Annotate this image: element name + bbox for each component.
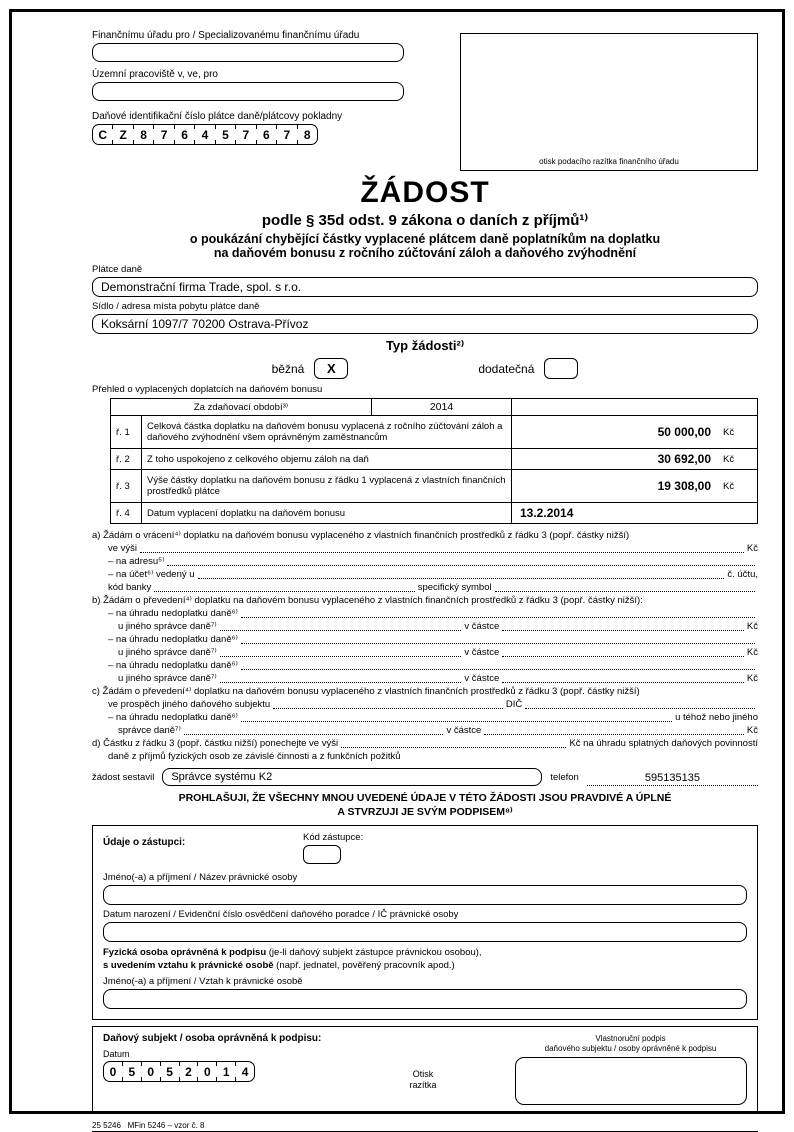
declaration-line2: A STVRZUJI JE SVÝM PODPISEM⁸⁾ [337, 806, 513, 818]
representative-header [103, 832, 747, 868]
request-type-heading: Typ žádosti²⁾ [385, 338, 465, 353]
row-amount: 19 308,00 [657, 479, 711, 493]
form-subtitle-law: podle § 35d odst. 9 zákona o daních z příjmů¹⁾ [261, 212, 589, 229]
representative-box [92, 825, 758, 1020]
request-type-additional-group [478, 358, 578, 379]
signature-caption-line2: daňového subjektu / osoby oprávněné k podpisu [544, 1044, 717, 1053]
row-date: 13.2.2014 [520, 506, 574, 520]
tax-office-input[interactable] [92, 43, 404, 62]
date-input[interactable]: 0 5 0 5 2 0 1 4 [103, 1061, 255, 1082]
tax-office-label: Finančnímu úřadu pro / Specializovanému finančnímu úřadu [92, 30, 360, 41]
authorized-note-bold1: Fyzická osoba oprávněná k podpisu [103, 947, 267, 958]
row-number: ř. 4 [116, 507, 130, 519]
stamp-hint-line2: razítka [409, 1080, 437, 1090]
row-label: Datum vyplacení doplatku na daňovém bonusu [141, 503, 511, 523]
section-b-line: u jiného správce daně⁷⁾ v částce Kč [118, 621, 758, 632]
table-row [111, 502, 757, 523]
signature-caption [513, 1034, 748, 1054]
row-value-cell [511, 470, 757, 502]
filing-stamp-box [460, 33, 758, 171]
payer-name-label: Plátce daně [92, 264, 143, 275]
period-value: 2014 [371, 399, 511, 415]
header-empty-cell [511, 399, 757, 415]
table-row [111, 448, 757, 469]
row-value-cell [511, 503, 757, 523]
section-d-line: d) Částku z řádku 3 (popř. částku nižší) ponechejte ve výši Kč na úhradu splatných daňových povinností [92, 738, 758, 749]
row-unit: Kč [723, 453, 735, 465]
section-a-line: – na účet⁶⁾ vedený u č. účtu, [108, 569, 758, 580]
row-amount: 50 000,00 [657, 425, 711, 439]
preparer-row [92, 768, 758, 786]
section-a-line: – na adresu⁵⁾ [92, 555, 758, 568]
representative-name-input[interactable] [103, 885, 747, 905]
section-b-intro: b) Žádám o převedení⁴⁾ doplatku na daňovém bonusu vyplaceného z vlastních finančních prostředků z řádku 3 (popř. částky nižší): [92, 595, 643, 606]
bonus-overview-table [110, 398, 758, 524]
representative-code-label: Kód zástupce: [303, 832, 364, 843]
stamp-caption: otisk podacího razítka finančního úřadu [539, 157, 679, 166]
representative-code-input[interactable] [303, 845, 341, 864]
row-value-cell [511, 416, 757, 448]
row-number: ř. 2 [116, 453, 130, 465]
request-type-row [92, 358, 758, 379]
period-label: Za zdaňovací období³⁾ [193, 401, 289, 413]
row-unit: Kč [723, 426, 735, 438]
section-a-line: kód banky specifický symbol [92, 581, 758, 594]
row-number: ř. 3 [116, 480, 130, 492]
form-content [92, 30, 758, 1132]
representative-heading: Údaje o zástupci: [103, 837, 186, 848]
authorized-note-bold2: s uvedením vztahu k právnické osobě [103, 959, 274, 971]
request-type-regular-label: běžná [271, 361, 305, 376]
declaration-line1: PROHLAŠUJI, ŽE VŠECHNY MNOU UVEDENÉ ÚDAJE V TÉTO ŽÁDOSTI JSOU PRAVDIVÉ A ÚPLNÉ [178, 792, 672, 804]
row-number: ř. 1 [116, 426, 130, 438]
section-b-line: – na úhradu nedoplatku daně⁶⁾ [92, 659, 758, 672]
tin-input[interactable]: C Z 8 7 6 4 5 7 6 7 8 [92, 124, 318, 145]
stamp-hint [368, 1069, 478, 1091]
request-type-additional-label: dodatečná [478, 361, 535, 376]
form-number-footer: 25 5246 MFin 5246 – vzor č. 8 [92, 1121, 758, 1132]
table-header-row [111, 399, 757, 415]
section-d-continuation: daně z příjmů fyzických osob ze závislé činnosti a z funkčních požitků [108, 751, 401, 762]
authorized-person-note [103, 947, 747, 972]
representative-name-label: Jméno(-a) a příjmení / Název právnické osoby [103, 872, 298, 883]
request-type-additional-checkbox[interactable] [544, 358, 578, 379]
form-subtitle-line2: o poukázání chybějící částky vyplacené plátcem daně poplatníkům na doplatku [189, 232, 661, 246]
form-header [92, 30, 758, 174]
overview-heading: Přehled o vyplacených doplatcích na daňovém bonusu [92, 384, 323, 395]
row-unit: Kč [723, 480, 735, 492]
payer-address-label: Sídlo / adresa místa pobytu plátce daně [92, 301, 260, 312]
row-value-cell [511, 449, 757, 469]
signature-caption-line1: Vlastnoruční podpis [595, 1034, 666, 1043]
row-label: Z toho uspokojeno z celkového objemu záloh na daň [141, 449, 511, 469]
authorized-note-rest2: (např. jednatel, pověřený pracovník apod.) [273, 959, 455, 971]
tin-label: Daňové identifikační číslo plátce daně/plátcovy pokladny [92, 111, 343, 122]
table-row [111, 469, 757, 502]
representative-birth-label: Datum narození / Evidenční číslo osvědčení daňového poradce / IČ právnické osoby [103, 909, 459, 920]
row-label: Celková částka doplatku na daňovém bonusu vyplacená z ročního zúčtování záloh a daňového zvýhodnění všem oprávněným zaměstnancům [141, 416, 511, 448]
workplace-label: Územní pracoviště v, ve, pro [92, 69, 218, 80]
row-amount: 30 692,00 [657, 452, 711, 466]
form-title: ŽÁDOST [360, 176, 490, 209]
section-c-line: ve prospěch jiného daňového subjektu DIČ [92, 698, 758, 711]
section-a-intro: a) Žádám o vrácení⁴⁾ doplatku na daňovém bonusu vyplaceného z vlastních finančních prostředků z řádku 3 (popř. částky nižší) [92, 530, 630, 541]
representative-relation-label: Jméno(-a) a příjmení / Vztah k právnické osobě [103, 976, 303, 987]
phone-label: telefon [550, 772, 579, 783]
representative-birth-input[interactable] [103, 922, 747, 942]
representative-relation-input[interactable] [103, 989, 747, 1009]
signature-field[interactable] [515, 1057, 747, 1105]
phone-input[interactable]: 595135135 [587, 771, 758, 786]
form-subtitle-line3: na daňovém bonusu z ročního zúčtování záloh a daňového zvýhodnění [213, 246, 637, 260]
preparer-label: žádost sestavil [92, 772, 155, 783]
section-c-intro: c) Žádám o převedení⁴⁾ doplatku na daňovém bonusu vyplaceného z vlastních finančních prostředků z řádku 3 (popř. částky nižší) [92, 686, 640, 697]
section-b-line: – na úhradu nedoplatku daně⁶⁾ [92, 633, 758, 646]
section-c-line: správce daně⁷⁾ v částce Kč [118, 725, 759, 736]
request-type-regular-checkbox[interactable]: X [314, 358, 348, 379]
section-b-line: u jiného správce daně⁷⁾ v částce Kč [118, 647, 758, 658]
signature-box [92, 1026, 758, 1112]
payer-address-input[interactable]: Koksární 1097/7 70200 Ostrava-Přívoz [92, 314, 758, 334]
row-label: Výše částky doplatku na daňovém bonusu z řádku 1 vyplacená z vlastních finančních prostředků plátce [141, 470, 511, 502]
section-b-line: – na úhradu nedoplatku daně⁶⁾ [92, 607, 758, 620]
table-row [111, 415, 757, 448]
workplace-input[interactable] [92, 82, 404, 101]
authorized-note-rest1: (je-li daňový subjekt zástupce právnickou osobou), [266, 947, 482, 958]
preparer-name-input[interactable]: Správce systému K2 [162, 768, 542, 786]
payer-name-input[interactable]: Demonstrační firma Trade, spol. s r.o. [92, 277, 758, 297]
section-b-line: u jiného správce daně⁷⁾ v částce Kč [118, 673, 758, 684]
stamp-hint-line1: Otisk [412, 1069, 434, 1079]
header-fields [92, 30, 432, 174]
declaration [92, 791, 758, 819]
section-c-line: – na úhradu nedoplatku daně⁶⁾ u téhož nebo jiného [108, 712, 758, 723]
date-label: Datum [103, 1049, 130, 1059]
section-a-line: ve výši Kč [108, 543, 758, 554]
signature-heading: Daňový subjekt / osoba oprávněná k podpisu: [103, 1033, 322, 1044]
request-type-regular-group [272, 358, 349, 379]
request-options [92, 529, 758, 763]
